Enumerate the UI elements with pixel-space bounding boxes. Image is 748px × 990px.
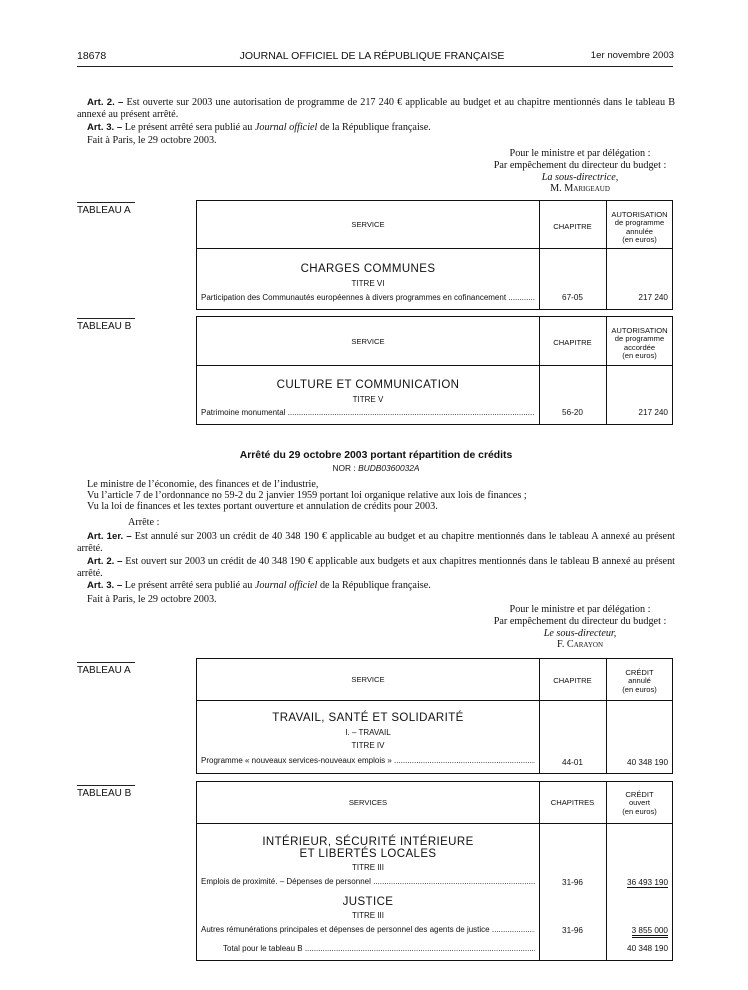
decree2-intro-vu-1: Vu l’article 7 de l’ordonnance no 59-2 du 2 janvier 1959 portant loi organique relative aux lois de finances ; xyxy=(87,490,527,501)
column-header-service: SERVICE xyxy=(351,337,385,346)
signature-name: F. Carayon xyxy=(556,639,604,651)
titre-label: TITRE V xyxy=(352,395,384,404)
amount-value: 36 493 190 xyxy=(627,878,668,887)
signature-line: Pour le ministre et par délégation : xyxy=(509,148,651,159)
signature-line: Par empêchement du directeur du budget : xyxy=(493,159,667,171)
article-label: Art. 2. – xyxy=(87,556,123,567)
table-row-amount: 40 348 190 xyxy=(627,758,668,767)
table-row-amount: 217 240 xyxy=(638,408,668,417)
column-header-line: CRÉDIT xyxy=(625,790,654,799)
table-row-label: Patrimoine monumental ..... xyxy=(201,408,535,417)
column-header-amount xyxy=(606,327,673,361)
nor-code: BUDB0360032A xyxy=(358,463,420,473)
article-label: Art. 2. – xyxy=(87,97,124,108)
header-rule xyxy=(77,66,673,67)
decree1-tableau-b xyxy=(196,316,673,425)
header-date: 1er novembre 2003 xyxy=(590,50,674,61)
section-title-line: ET LIBERTÉS LOCALES xyxy=(299,848,437,860)
article-label: Art. 3. – xyxy=(87,580,123,591)
column-header-line: (en euros) xyxy=(622,684,657,694)
column-header-line: accordée xyxy=(623,342,656,352)
decree1-article-2 xyxy=(77,97,675,120)
journal-title: JOURNAL OFFICIEL DE LA RÉPUBLIQUE FRANÇAISE xyxy=(239,50,505,62)
article-label: Art. 3. – xyxy=(87,122,123,133)
decree2-signature xyxy=(470,604,690,651)
table-row-label: Emplois de proximité. – Dépenses de personnel ..... xyxy=(201,877,535,886)
section-title: TRAVAIL, SANTÉ ET SOLIDARITÉ xyxy=(272,712,464,724)
column-header-service: SERVICE xyxy=(351,220,385,229)
titre-label: TITRE IV xyxy=(351,741,385,750)
tableau-label: TABLEAU A xyxy=(77,202,135,216)
decree2-article-3 xyxy=(77,580,675,592)
amount-value: 3 855 000 xyxy=(632,926,668,938)
table-total-label: Total pour le tableau B ..... xyxy=(223,944,535,953)
column-header-line: (en euros) xyxy=(622,806,657,816)
table-total-amount: 40 348 190 xyxy=(627,944,668,953)
subsection-label: I. – TRAVAIL xyxy=(345,728,391,737)
column-header-line: annulée xyxy=(625,226,654,236)
nor-label: NOR : xyxy=(332,463,356,473)
titre-label: TITRE III xyxy=(352,911,384,920)
table-row-chapitre: 31-96 xyxy=(562,878,583,887)
article-text-start: Le présent arrêté sera publié au xyxy=(124,580,255,591)
column-header-line: de programme xyxy=(614,334,665,344)
page-number: 18678 xyxy=(77,50,107,62)
column-header-line: ouvert xyxy=(628,798,651,808)
column-header-line: AUTORISATION xyxy=(611,326,668,335)
tableau-label: TABLEAU B xyxy=(77,318,135,332)
decree2-arrete: Arrête : xyxy=(128,517,160,528)
article-text-italic: Journal officiel xyxy=(254,580,318,591)
decree1-signature xyxy=(470,148,690,195)
column-header-service: SERVICE xyxy=(351,675,385,684)
section-title-line: INTÉRIEUR, SÉCURITÉ INTÉRIEURE xyxy=(262,836,474,848)
table-row-amount xyxy=(606,878,668,887)
column-header-line: annulé xyxy=(628,676,651,686)
article-text-start: Le présent arrêté sera publié au xyxy=(124,122,255,133)
signature-line: Pour le ministre et par délégation : xyxy=(509,604,651,615)
titre-label: TITRE III xyxy=(352,863,384,872)
column-header-service: SERVICES xyxy=(348,798,388,807)
column-header-line: CRÉDIT xyxy=(625,668,654,677)
section-title: CHARGES COMMUNES xyxy=(300,263,436,275)
table-row-chapitre: 56-20 xyxy=(562,408,583,417)
column-header-amount xyxy=(606,669,673,694)
tableau-label: TABLEAU B xyxy=(77,785,135,799)
article-text: Est ouverte sur 2003 une autorisation de programme de 217 240 € applicable au budget et au chapitre mentionnés dans le tableau B annexé au présent arrêté. xyxy=(77,97,675,120)
column-header-amount xyxy=(606,791,673,816)
decree2-nor xyxy=(77,463,675,473)
titre-label: TITRE VI xyxy=(351,279,385,288)
signature-title: Le sous-directeur, xyxy=(543,627,617,639)
decree2-title: Arrêté du 29 octobre 2003 portant répartition de crédits xyxy=(239,450,513,461)
decree1-fait: Fait à Paris, le 29 octobre 2003. xyxy=(87,135,217,146)
article-text: Est annulé sur 2003 un crédit de 40 348 190 € applicable au budget et au chapitre mentionnés dans le tableau A annexé au présent arrêté. xyxy=(77,531,675,554)
column-header-chapitre: CHAPITRE xyxy=(553,222,592,231)
decree2-fait: Fait à Paris, le 29 octobre 2003. xyxy=(87,594,217,605)
column-header-line: AUTORISATION xyxy=(611,210,668,219)
table-row-chapitre: 67-05 xyxy=(562,293,583,302)
column-header-line: (en euros) xyxy=(622,235,657,245)
table-row-amount xyxy=(606,926,668,935)
decree1-article-3 xyxy=(77,122,675,134)
signature-title: La sous-directrice, xyxy=(541,171,619,183)
column-header-amount xyxy=(606,211,673,245)
table-row-label: Programme « nouveaux services-nouveaux emplois » ..... xyxy=(201,756,535,765)
table-row-label: Participation des Communautés européennes à divers programmes en cofinancement ..... xyxy=(201,293,535,302)
article-text: Est ouvert sur 2003 un crédit de 40 348 190 € applicable aux budgets et aux chapitres mentionnés dans le tableau B annexé au présent arrêté. xyxy=(77,556,676,579)
decree2-article-2 xyxy=(77,556,675,579)
table-row-label: Autres rémunérations principales et dépenses de personnel des agents de justice ..... xyxy=(201,925,535,934)
decree2-tableau-a xyxy=(196,658,673,774)
column-header-chapitre: CHAPITRES xyxy=(550,798,595,807)
section-title: JUSTICE xyxy=(342,896,394,908)
article-text-end: de la République française. xyxy=(317,122,431,133)
table-row-chapitre: 31-96 xyxy=(562,926,583,935)
column-header-line: (en euros) xyxy=(622,351,657,361)
table-row-amount: 217 240 xyxy=(638,293,668,302)
column-header-line: de programme xyxy=(614,218,665,228)
article-text-end: de la République française. xyxy=(317,580,431,591)
tableau-label: TABLEAU A xyxy=(77,662,135,676)
decree2-tableau-b xyxy=(196,781,673,961)
decree2-intro-vu-2: Vu la loi de finances et les textes portant ouverture et annulation de crédits pour 2003. xyxy=(87,501,438,512)
article-text-italic: Journal officiel xyxy=(254,122,318,133)
column-header-chapitre: CHAPITRE xyxy=(553,338,592,347)
section-title: CULTURE ET COMMUNICATION xyxy=(276,379,460,391)
column-header-chapitre: CHAPITRE xyxy=(553,676,592,685)
decree2-intro-minister: Le ministre de l’économie, des finances et de l’industrie, xyxy=(87,479,319,490)
signature-name: M. Marigeaud xyxy=(550,183,610,195)
table-row-chapitre: 44-01 xyxy=(562,758,583,767)
decree2-article-1 xyxy=(77,531,675,554)
signature-line: Par empêchement du directeur du budget : xyxy=(493,615,667,627)
article-label: Art. 1er. – xyxy=(87,531,132,542)
decree1-tableau-a xyxy=(196,200,673,310)
